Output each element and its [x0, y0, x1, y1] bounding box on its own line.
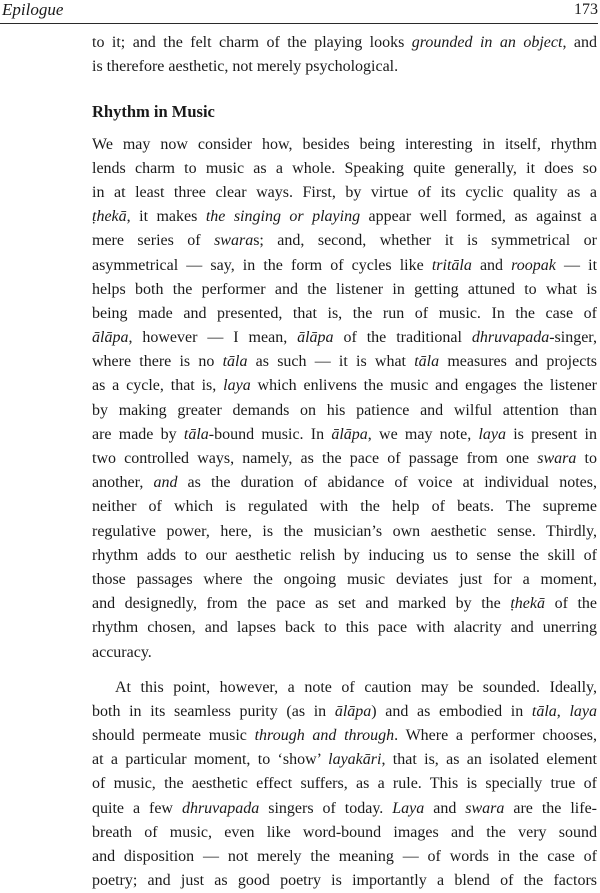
text-run: , and: [562, 34, 597, 51]
text-line: [92, 676, 597, 700]
text-run: rhythm chosen, and lapses back to this pace with alacrity and unerring: [92, 619, 597, 637]
text-run: appear well formed, as against a: [360, 208, 598, 226]
text-run: as a cycle, that is,: [92, 377, 224, 395]
italic-term: the singing or playing: [205, 208, 361, 226]
running-title: Epilogue: [2, 0, 64, 19]
italic-term: laya: [223, 377, 251, 395]
paragraph-rhythm: [92, 133, 597, 665]
text-line: [92, 181, 597, 205]
paragraph-caution: [92, 676, 597, 893]
text-line: [92, 869, 597, 893]
text-line: [92, 133, 597, 157]
text-run: regulative power, here, is the musician’s own aesthetic sense. Thirdly,: [92, 522, 597, 540]
italic-term: tāla: [183, 425, 209, 443]
text-line: [92, 520, 597, 544]
text-run: , it makes: [126, 208, 206, 226]
text-run: of the: [545, 595, 598, 613]
italic-term: laya: [569, 702, 598, 720]
text-line: [92, 55, 597, 79]
page-number: 173: [574, 1, 598, 18]
text-run: At this point, however, a note of caution may be sounded. Ideally,: [115, 678, 597, 696]
text-run: should permeate music: [92, 727, 255, 745]
italic-term: tāla: [531, 702, 557, 720]
text-run: , however — I mean,: [128, 329, 298, 347]
text-run: is present in: [506, 425, 598, 443]
text-line: [92, 399, 597, 423]
text-run: lends charm to music as a whole. Speaking quite generally, it does so: [92, 159, 597, 177]
text-line: [92, 471, 597, 495]
italic-term: ālāpa: [92, 329, 129, 347]
header-rule: [0, 23, 598, 24]
italic-term: laya: [478, 425, 506, 443]
text-run: at a particular moment, to ‘show’: [92, 751, 329, 769]
text-run: another,: [92, 474, 154, 492]
text-line: [92, 278, 597, 302]
text-run: ,: [556, 702, 570, 720]
italic-term: tāla: [414, 353, 440, 371]
text-run: — it: [555, 256, 598, 274]
italic-term: ṭhekā: [510, 595, 545, 613]
text-line: [92, 254, 597, 278]
text-run: , we may note,: [367, 425, 479, 443]
text-line: [92, 423, 597, 447]
text-run: is therefore aesthetic, not merely psychological.: [92, 58, 399, 76]
italic-term: tāla: [222, 353, 248, 371]
italic-term: swara: [537, 450, 577, 467]
text-run: and: [471, 256, 512, 274]
text-run: -bound music. In: [208, 425, 332, 443]
text-line: [92, 700, 597, 724]
text-run: rhythm adds to our aesthetic relish by inducing us to sense the skill of: [92, 546, 597, 564]
italic-term: grounded in an object: [411, 34, 563, 51]
text-run: two controlled ways, namely, as the pace of passage from one: [92, 450, 538, 467]
text-line: [92, 31, 597, 55]
text-run: of music, the aesthetic effect suffers, as a rule. This is specially true of: [92, 775, 597, 793]
text-line: [92, 205, 597, 229]
text-line: [92, 544, 597, 568]
italic-term: ālāpa: [331, 425, 368, 443]
text-run: breath of music, even like word-bound images and the very sound: [92, 823, 597, 841]
text-run: neither of which is regulated with the help of beats. The supreme: [92, 498, 597, 516]
text-line: [92, 641, 597, 665]
text-run: We may now consider how, besides being interesting in itself, rhythm: [92, 135, 597, 153]
section-heading: Rhythm in Music: [92, 102, 215, 122]
italic-term: dhruvapada: [181, 799, 260, 817]
text-run: -singer,: [549, 329, 597, 347]
text-line: [92, 616, 597, 640]
italic-term: through and through: [254, 727, 395, 745]
italic-term: ālāpa: [297, 329, 334, 347]
text-run: where there is no: [92, 353, 223, 371]
text-line: [92, 157, 597, 181]
text-line: [92, 748, 597, 772]
text-run: those passages where the ongoing music deviates just for a moment,: [92, 570, 597, 588]
paragraph-continuation: [92, 31, 597, 79]
text-run: to: [576, 450, 597, 467]
text-run: and designedly, from the pace as set and marked by the: [92, 595, 511, 613]
text-line: [92, 845, 597, 869]
text-run: quite a few: [92, 799, 182, 817]
text-run: are made by: [92, 425, 184, 443]
text-run: asymmetrical — say, in the form of cycles like: [92, 256, 432, 274]
text-line: [92, 592, 597, 616]
italic-term: roopak: [511, 256, 556, 274]
text-line: [92, 821, 597, 845]
text-line: [92, 772, 597, 796]
text-run: are the life-: [504, 799, 597, 817]
text-line: [92, 568, 597, 592]
text-run: , that is, as an isolated element: [381, 751, 598, 769]
italic-term: ṭhekā: [92, 208, 127, 226]
text-run: being made and presented, that is, the run of music. In the case of: [92, 304, 597, 322]
paragraph-gap: [92, 665, 597, 676]
text-run: both in its seamless purity (as in: [92, 702, 335, 720]
text-run: ) and as embodied in: [371, 702, 532, 720]
page-body: [92, 31, 597, 893]
italic-term: swara: [214, 232, 254, 250]
text-run: in at least three clear ways. First, by virtue of its cyclic quality as a: [92, 183, 597, 201]
text-run: to it; and the felt charm of the playing looks: [92, 34, 412, 51]
text-line: [92, 724, 597, 748]
text-line: [92, 495, 597, 519]
text-run: accuracy.: [92, 643, 152, 661]
italic-term: tritāla: [431, 256, 472, 274]
italic-term: swara: [465, 799, 505, 817]
text-line: [92, 326, 597, 350]
text-line: [92, 447, 597, 471]
text-run: as such — it is what: [247, 353, 415, 371]
italic-term: dhruvapada: [471, 329, 550, 347]
text-run: poetry; and just as good poetry is importantly a blend of the factors: [92, 872, 597, 890]
text-run: measures and projects: [439, 353, 598, 371]
text-line: [92, 797, 597, 821]
text-run: s; and, second, whether it is symmetrical or: [253, 232, 597, 250]
italic-term: Laya: [392, 799, 425, 817]
italic-term: layakāri: [328, 751, 382, 769]
text-run: and disposition — not merely the meaning — of words in the case of: [92, 848, 597, 865]
text-line: [92, 302, 597, 326]
text-run: singers of today.: [259, 799, 393, 817]
text-run: which enlivens the music and engages the listener: [250, 377, 598, 395]
text-run: . Where a performer chooses,: [394, 727, 598, 745]
text-run: and: [424, 799, 466, 817]
text-run: mere series of: [92, 232, 215, 250]
text-line: [92, 350, 597, 374]
text-run: by making greater demands on his patience and wilful attention than: [92, 401, 597, 419]
italic-term: and: [153, 474, 178, 492]
text-run: helps both the performer and the listener in getting attuned to what is: [92, 280, 597, 298]
italic-term: ālāpa: [334, 702, 372, 720]
text-line: [92, 229, 597, 253]
running-head: [2, 0, 598, 23]
text-run: as the duration of abidance of voice at individual notes,: [177, 474, 597, 492]
text-line: [92, 374, 597, 398]
text-run: of the traditional: [333, 329, 472, 347]
